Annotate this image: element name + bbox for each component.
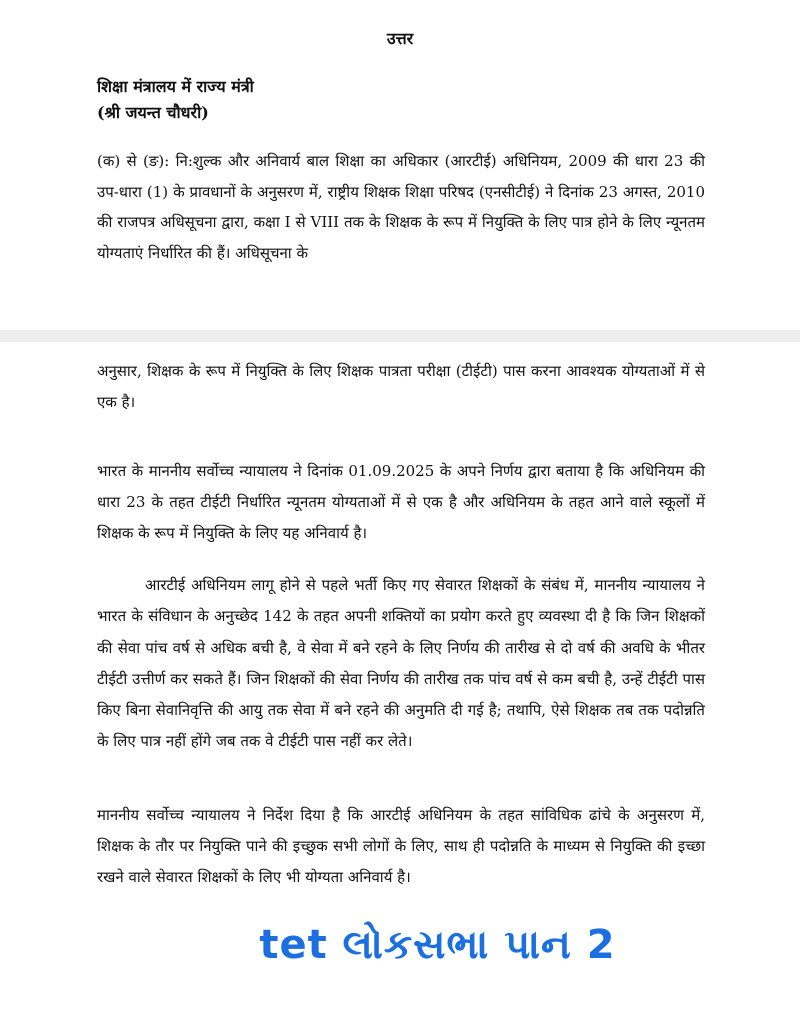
paragraph-2: अनुसार, शिक्षक के रूप में नियुक्ति के लिए शिक्षक पात्रता परीक्षा (टीईटी) पास करना आवश्यक योग्यताओं में से एक है। bbox=[97, 362, 705, 411]
caption-overlay: tet લોકસભા પાન 2 bbox=[259, 922, 616, 968]
paragraph-1: (क) से (ङ): नि:शुल्क और अनिवार्य बाल शिक्षा का अधिकार (आरटीई) अधिनियम, 2009 की धारा 23 की उप-धारा (1) के प्रावधानों के अनुसरण में, राष्ट्रीय शिक्षक शिक्षा परिषद (एनसीटीई) ने दिनांक 23 अगस्त, 2010 की राजपत्र अधिसूचना द्वारा, कक्षा I से VIII तक के शिक्षक के रूप में नियुक्ति के लिए पात्र होने के लिए न्यूनतम योग्यताएं निर्धारित की हैं। अधिसूचना के bbox=[97, 152, 705, 262]
paragraph-4: आरटीई अधिनियम लागू होने से पहले भर्ती किए गए सेवारत शिक्षकों के संबंध में, माननीय न्यायालय ने भारत के संविधान के अनुच्छेद 142 के तहत अपनी शक्तियों का प्रयोग करते हुए व्यवस्था दी है कि जिन शिक्षकों की सेवा पांच वर्ष से अधिक बची है, वे सेवा में बने रहने के लिए निर्णय की तारीख से दो वर्ष की अवधि के भीतर टीईटी उत्तीर्ण कर सकते हैं। जिन शिक्षकों की सेवा निर्णय की तारीख तक पांच वर्ष से कम बची है, उन्हें टीईटी पास किए बिना सेवानिवृत्ति की आयु तक सेवा में बने रहने की अनुमति दी गई है; तथापि, ऐसे शिक्षक तब तक पदोन्नति के लिए पात्र नहीं होंगे जब तक वे टीईटी पास नहीं कर लेते। bbox=[97, 576, 705, 751]
page-1-bottom-section bbox=[0, 0, 800, 330]
paragraph-5: माननीय सर्वोच्च न्यायालय ने निर्देश दिया है कि आरटीई अधिनियम के तहत सांविधिक ढांचे के अनुसरण में, शिक्षक के तौर पर नियुक्ति पाने की इच्छुक सभी लोगों के लिए, साथ ही पदोन्नति के माध्यम से नियुक्ति की इच्छा रखने वाले सेवारत शिक्षकों के लिए भी योग्यता अनिवार्य है। bbox=[97, 806, 705, 886]
page-2-top-section bbox=[0, 342, 800, 1024]
minister-title: शिक्षा मंत्रालय में राज्य मंत्री bbox=[97, 77, 254, 96]
answer-heading: उत्तर bbox=[386, 29, 414, 48]
minister-block bbox=[97, 74, 254, 126]
page-separator bbox=[0, 330, 800, 342]
minister-name: (श्री जयन्त चौधरी) bbox=[97, 103, 209, 122]
paragraph-3: भारत के माननीय सर्वोच्च न्यायालय ने दिनांक 01.09.2025 के अपने निर्णय द्वारा बताया है कि अधिनियम की धारा 23 के तहत टीईटी निर्धारित न्यूनतम योग्यताओं में से एक है और अधिनियम के तहत आने वाले स्कूलों में शिक्षक के रूप में नियुक्ति के लिए यह अनिवार्य है। bbox=[97, 462, 705, 542]
